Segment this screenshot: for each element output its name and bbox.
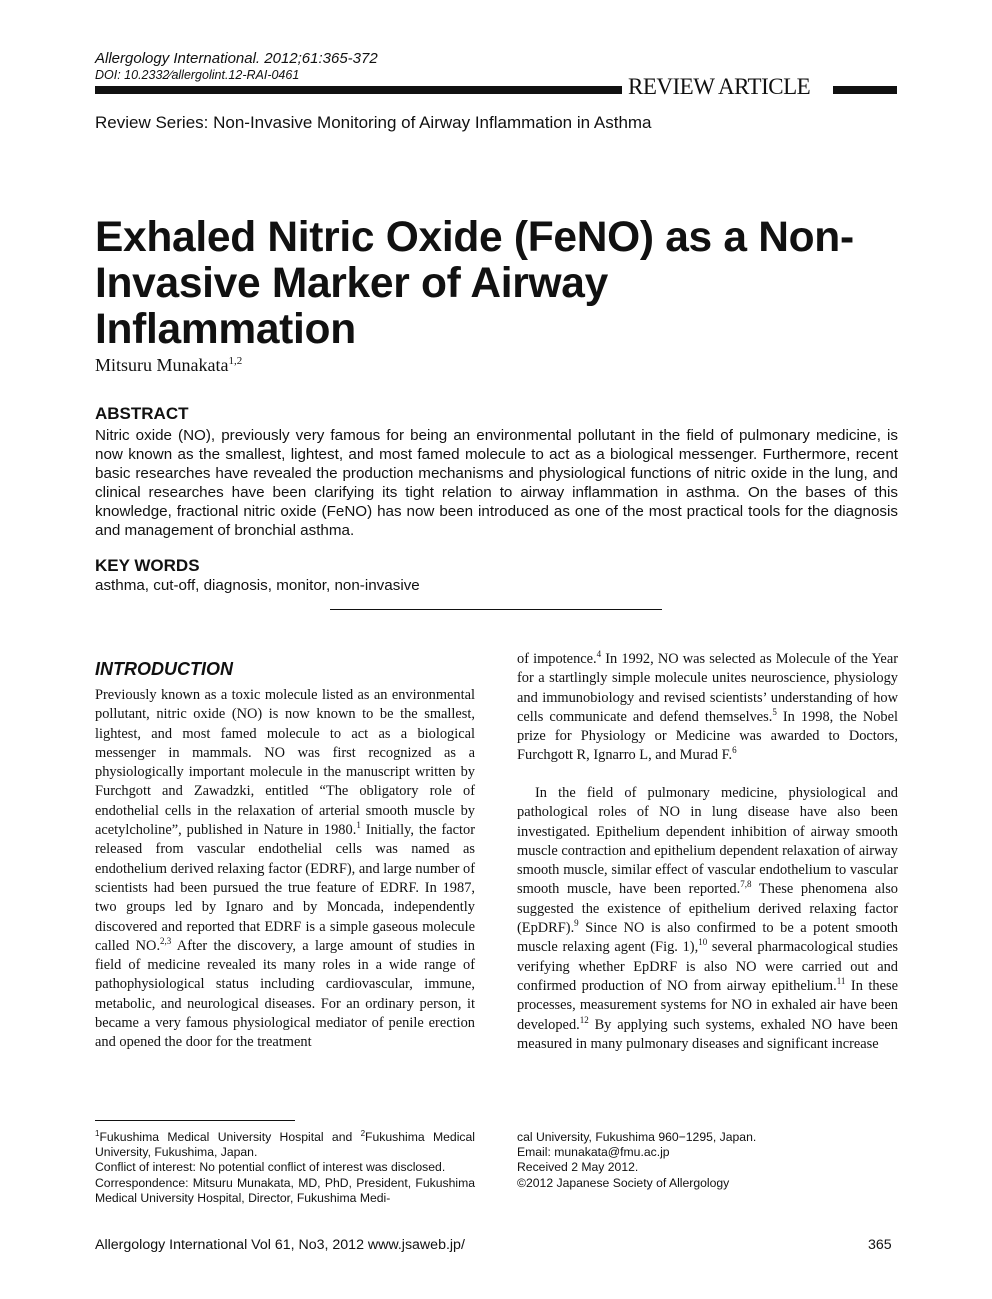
page-number: 365 <box>868 1237 892 1253</box>
conflict-of-interest: Conflict of interest: No potential conflict of interest was disclosed. <box>95 1160 446 1175</box>
introduction-paragraph-2 <box>517 784 898 1054</box>
journal-citation: Allergology International. 2012;61:365-372 <box>95 50 378 67</box>
copyright: ©2012 Japanese Society of Allergology <box>517 1175 730 1190</box>
reference-mark[interactable]: 1 <box>356 820 361 831</box>
footnotes-left <box>95 1130 475 1206</box>
intro-text: In 1998, the Nobel prize for Physiology or Medicine was awarded to Doctors, Furchgott R, Ignarro L, and Murad F. <box>517 708 898 764</box>
intro-text: Previously known as a toxic molecule listed as an environmental pollutant, nitric oxide (NO) is now known to be the smallest, lightest, and most famed molecule to act as a biological messenger in mammals. NO was first recognized as a physiologically important molecule in the manuscript written by Furchgott and Zawadzki, entitled “The obligatory role of endothelial cells in the relaxation of arterial smooth muscle by acetylcholine”, published in Nature in 1980. <box>95 687 475 839</box>
affiliation-mark: 1 <box>95 1128 100 1138</box>
header-rule-right <box>833 86 897 94</box>
keywords-text: asthma, cut-off, diagnosis, monitor, non-invasive <box>95 577 420 594</box>
affiliations <box>95 1130 475 1160</box>
intro-text: In 1992, NO was selected as Molecule of the Year for a startlingly simple molecule unites neuroscience, physiology and immunobiology and revised scientists’ understanding of how cells communicate and defend themselves. <box>517 651 899 725</box>
reference-mark[interactable]: 10 <box>698 937 708 948</box>
intro-text: several pharmacological studies verifying whether EpDRF is also NO were carried out and confirmed production of NO from airway epithelium. <box>517 939 898 994</box>
intro-text: of impotence. <box>517 651 597 667</box>
keywords-heading: KEY WORDS <box>95 556 200 575</box>
intro-text: By applying such systems, exhaled NO have been measured in many pulmonary diseases and significant increase <box>517 1016 898 1052</box>
affiliation-mark: 2 <box>360 1128 366 1138</box>
author-name: Mitsuru Munakata <box>95 355 229 375</box>
reference-mark[interactable]: 7,8 <box>740 879 752 890</box>
affiliation-2: Fukushima Medical University, Fukushima, Japan. <box>95 1130 475 1160</box>
section-divider <box>330 609 662 610</box>
reference-mark[interactable]: 11 <box>836 976 846 987</box>
email[interactable]: Email: munakata@fmu.ac.jp <box>517 1145 670 1160</box>
abstract-heading: ABSTRACT <box>95 404 189 423</box>
introduction-paragraph-1 <box>95 686 475 1053</box>
intro-text: After the discovery, a large amount of studies in field of medicine revealed its many roles in a wide range of pathophysiological status including cardiovascular, immune, metabolic, and neurological diseases. For an ordinary person, it became a very famous physiological mediator of penile erection and opened the door for the treatment <box>95 937 475 1051</box>
correspondence: Correspondence: Mitsuru Munakata, MD, PhD, President, Fukushima Medical University Hospital, Director, Fukushima Medi- <box>95 1175 475 1205</box>
reference-mark[interactable]: 6 <box>732 745 737 756</box>
affiliation-1: Fukushima Medical University Hospital and <box>99 1130 361 1144</box>
intro-text: Initially, the factor released from vascular endothelial cells was named as endothelium derived relaxing factor (EDRF), and large number of scientists had been pursued the true feature of EDRF. In 1987, two groups led by Ignaro and by Moncada, independently discovered and reported that EDRF is a simple gaseous molecule called NO. <box>95 822 476 954</box>
intro-text: In the field of pulmonary medicine, physiological and pathological roles of NO in lung disease have also been investigated. Epithelium dependent inhibition of airway smooth muscle contraction and epithelium dependent relaxation of airway smooth muscle, similar effect of vascular endothelium to vascular smooth muscle, have been reported. <box>517 785 898 898</box>
author-affiliation-marks: 1,2 <box>228 355 243 367</box>
reference-mark[interactable]: 5 <box>772 707 777 718</box>
footer-journal[interactable]: Allergology International Vol 61, No3, 2012 www.jsaweb.jp/ <box>95 1237 465 1253</box>
footnotes-right <box>517 1130 898 1191</box>
introduction-paragraph-1-continued <box>517 650 898 766</box>
reference-mark[interactable]: 12 <box>579 1014 589 1025</box>
reference-mark[interactable]: 9 <box>574 918 579 929</box>
header-rule-left <box>95 86 622 94</box>
author <box>95 355 242 376</box>
received-date: Received 2 May 2012. <box>517 1160 639 1175</box>
correspondence-address: cal University, Fukushima 960−1295, Japan. <box>517 1130 757 1144</box>
abstract-text: Nitric oxide (NO), previously very famous for being an environmental pollutant in the field of pulmonary medicine, is now known as the smallest, lightest, and most famed molecule to act as a biological messenger. Furthermore, recent basic researches have revealed the production mechanisms and physiological functions of nitric oxide in the lung, and clinical researches have been clarifying its tight relation to airway inflammation in asthma. On the bases of this knowledge, fractional nitric oxide (FeNO) has now been introduced as one of the most practical tools for the diagnosis and management of bronchial asthma. <box>95 427 898 539</box>
review-series: Review Series: Non-Invasive Monitoring of Airway Inflammation in Asthma <box>95 113 652 132</box>
footnote-rule <box>95 1120 295 1121</box>
article-title: Exhaled Nitric Oxide (FeNO) as a Non-Invasive Marker of Airway Inflammation <box>95 214 854 353</box>
article-type: REVIEW ARTICLE <box>628 74 811 99</box>
introduction-heading: INTRODUCTION <box>95 659 233 679</box>
reference-mark[interactable]: 2,3 <box>160 936 172 947</box>
intro-text: Since NO is also confirmed to be a potent smooth muscle relaxing agent (Fig. 1), <box>517 920 898 956</box>
intro-text: These phenomena also suggested the existence of epithelium derived relaxing factor (EpDRF). <box>517 881 899 937</box>
doi[interactable]: DOI: 10.2332∕allergolint.12-RAI-0461 <box>95 68 300 82</box>
intro-text: In these processes, measurement systems for NO in exhaled air have been developed. <box>517 977 898 1033</box>
reference-mark[interactable]: 4 <box>596 649 602 660</box>
